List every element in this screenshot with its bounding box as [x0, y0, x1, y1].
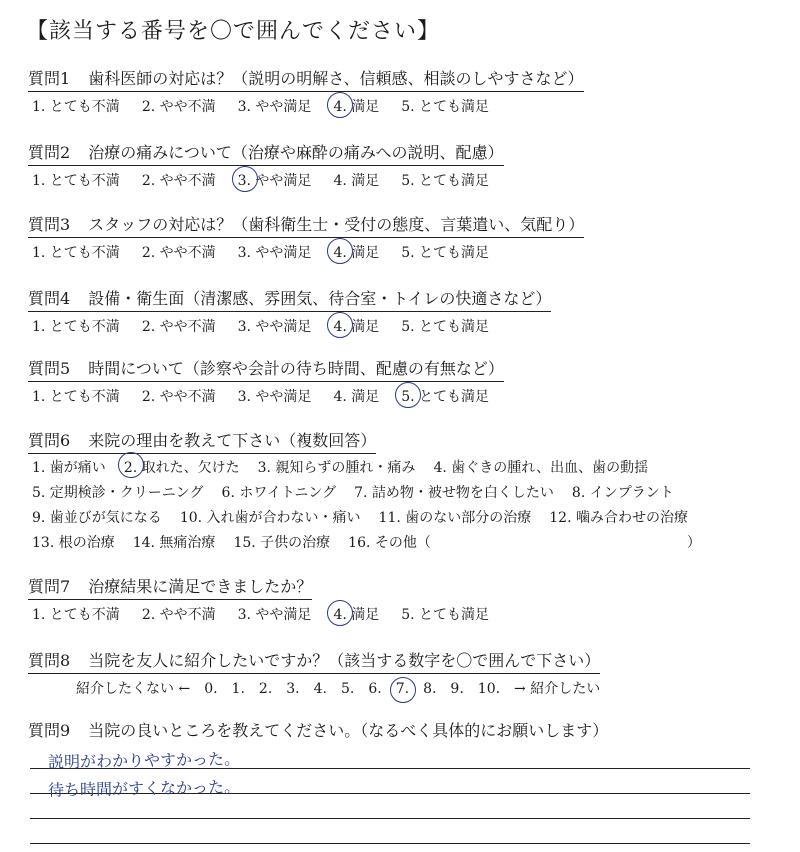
option-3[interactable] [238, 170, 312, 190]
option-1[interactable]: 1. とても不満 [32, 99, 120, 115]
reason-row-4 [32, 531, 719, 556]
question-3-number: 質問3 [28, 215, 71, 234]
reason-12[interactable]: 12. 噛み合わせの治療 [549, 510, 688, 526]
option-4-label: 4. 満足 [333, 245, 380, 261]
option-3[interactable]: 3. やや満足 [237, 319, 312, 335]
option-3[interactable]: 3. やや満足 [237, 245, 312, 261]
reason-13[interactable]: 13. 根の治療 [32, 535, 115, 551]
question-7-text: 治療結果に満足できましたか？ [88, 577, 313, 596]
question-9-text: 当院の良いところを教えてください。（なるべく具体的にお願いします） [88, 721, 609, 740]
option-4-label: 4. 満足 [333, 99, 380, 115]
reason-row-1 [32, 456, 719, 481]
scale-4[interactable]: 4. [313, 681, 327, 697]
question-7 [28, 574, 511, 624]
reason-2[interactable] [124, 456, 240, 481]
question-3-options [32, 242, 584, 262]
option-5[interactable] [401, 386, 489, 406]
option-5[interactable]: 5. とても満足 [401, 319, 490, 335]
reason-10[interactable]: 10. 入れ歯が合わない・痛い [179, 510, 361, 526]
question-4-number: 質問4 [28, 289, 71, 308]
option-3[interactable]: 3. やや満足 [237, 99, 312, 115]
question-8-text: 当院を友人に紹介したいですか？（該当する数字を〇で囲んで下さい） [88, 651, 601, 670]
option-4-label: 4. 満足 [333, 607, 380, 623]
question-5-number: 質問5 [28, 359, 71, 378]
recommend-scale [76, 678, 614, 698]
reason-2-label: 2. 取れた、欠けた [123, 460, 240, 476]
question-9 [28, 718, 608, 741]
option-4[interactable] [333, 316, 379, 336]
question-1-options [32, 96, 584, 116]
scale-9[interactable]: 9. [450, 681, 464, 697]
question-8 [28, 648, 614, 698]
answer-line [30, 819, 750, 844]
question-5 [28, 356, 511, 406]
question-7-options [32, 604, 511, 624]
option-4[interactable] [333, 96, 379, 116]
reason-16-label: 16. その他（ [348, 535, 431, 551]
option-2[interactable]: 2. やや不満 [141, 245, 216, 261]
option-5[interactable]: 5. とても満足 [401, 173, 490, 189]
question-4-text: 設備・衛生面（清潔感、雰囲気、待合室・トイレの快適さなど） [88, 289, 552, 308]
question-5-options [32, 386, 511, 406]
option-5[interactable]: 5. とても満足 [401, 99, 490, 115]
scale-10[interactable]: 10. [477, 681, 501, 697]
question-6 [28, 428, 719, 556]
question-2-text: 治療の痛みについて（治療や麻酔の痛みへの説明、配慮） [88, 143, 504, 162]
question-5-text: 時間について（診察や会計の待ち時間、配慮の有無など） [88, 359, 504, 378]
option-2[interactable]: 2. やや不満 [141, 319, 216, 335]
question-4-heading [28, 286, 551, 312]
scale-0[interactable]: 0. [204, 681, 218, 697]
option-4[interactable] [333, 242, 379, 262]
reason-14[interactable]: 14. 無痛治療 [132, 535, 216, 551]
option-4-label: 4. 満足 [333, 319, 380, 335]
question-9-number: 質問9 [28, 721, 71, 740]
scale-6[interactable]: 6. [368, 681, 382, 697]
option-5-label: 5. とても満足 [401, 389, 490, 405]
option-4[interactable]: 4. 満足 [333, 389, 380, 405]
handwritten-answer-1: 説明がわかりやすかった。 [47, 749, 241, 772]
question-1-text: 歯科医師の対応は？（説明の明解さ、信頼感、相談のしやすさなど） [88, 69, 584, 88]
scale-8[interactable]: 8. [423, 681, 437, 697]
reason-row-3 [32, 506, 719, 531]
option-2[interactable]: 2. やや不満 [141, 173, 216, 189]
option-1[interactable]: 1. とても不満 [32, 607, 120, 623]
option-3[interactable]: 3. やや満足 [237, 607, 312, 623]
option-3-label: 3. やや満足 [237, 173, 312, 189]
question-4 [28, 286, 551, 336]
reason-15[interactable]: 15. 子供の治療 [233, 535, 331, 551]
reason-3[interactable]: 3. 親知らずの腫れ・痛み [257, 460, 416, 476]
reason-6[interactable]: 6. ホワイトニング [221, 485, 337, 501]
scale-2[interactable]: 2. [258, 681, 273, 697]
reason-9[interactable]: 9. 歯並びが気になる [32, 510, 162, 526]
other-close-paren: ） [686, 535, 701, 551]
reason-1[interactable]: 1. 歯が痛い [32, 460, 106, 476]
scale-3[interactable]: 3. [286, 681, 300, 697]
option-4[interactable] [333, 604, 379, 624]
option-2[interactable]: 2. やや不満 [141, 99, 216, 115]
question-6-heading [28, 428, 376, 454]
question-6-text: 来院の理由を教えて下さい（複数回答） [88, 431, 377, 450]
question-8-number: 質問8 [28, 651, 71, 670]
option-5[interactable]: 5. とても満足 [401, 245, 490, 261]
reason-8[interactable]: 8. インプラント [571, 485, 674, 501]
question-1-number: 質問1 [28, 69, 71, 88]
reason-16[interactable] [348, 531, 701, 556]
question-2-number: 質問2 [28, 143, 71, 162]
option-1[interactable]: 1. とても不満 [32, 245, 120, 261]
question-3-text: スタッフの対応は？（歯科衛生士・受付の態度、言葉遣い、気配り） [88, 215, 585, 234]
question-1-heading [28, 66, 584, 92]
question-3-heading [28, 212, 584, 238]
handwritten-answer-2: 待ち時間がすくなかった。 [47, 777, 241, 800]
option-1[interactable]: 1. とても不満 [32, 389, 120, 405]
reason-7[interactable]: 7. 詰め物・被せ物を白くしたい [354, 485, 554, 501]
selection-circle [118, 452, 144, 478]
question-4-options [32, 316, 551, 336]
question-7-heading [28, 574, 312, 600]
selection-circle [232, 166, 258, 192]
scale-5[interactable]: 5. [340, 681, 355, 697]
question-7-number: 質問7 [28, 577, 71, 596]
reason-row-2 [32, 481, 719, 506]
question-2 [28, 140, 511, 190]
question-3 [28, 212, 584, 262]
reason-4[interactable]: 4. 歯ぐきの腫れ、出血、歯の動揺 [433, 460, 649, 476]
scale-right-label: → 紹介したい [514, 681, 601, 697]
option-3[interactable]: 3. やや満足 [237, 389, 312, 405]
scale-7[interactable] [396, 681, 409, 697]
page-title: 【該当する番号を〇で囲んでください】 [26, 19, 441, 44]
option-2[interactable]: 2. やや不満 [141, 607, 216, 623]
question-2-heading [28, 140, 504, 166]
option-2[interactable]: 2. やや不満 [141, 389, 216, 405]
question-8-heading [28, 648, 600, 674]
option-4[interactable]: 4. 満足 [333, 173, 380, 189]
reason-5[interactable]: 5. 定期検診・クリーニング [32, 485, 204, 501]
question-2-options [32, 170, 511, 190]
scale-1[interactable]: 1. [231, 681, 245, 697]
question-1 [28, 66, 584, 116]
question-6-options [32, 456, 719, 556]
scale-left-label: 紹介したくない ← [76, 681, 191, 697]
selection-circle [390, 677, 416, 703]
option-5[interactable]: 5. とても満足 [401, 607, 490, 623]
question-5-heading [28, 356, 504, 382]
option-1[interactable]: 1. とても不満 [32, 173, 120, 189]
option-1[interactable]: 1. とても不満 [32, 319, 120, 335]
scale-7-label: 7. [395, 681, 410, 697]
question-9-heading [28, 718, 608, 741]
question-6-number: 質問6 [28, 431, 71, 450]
reason-11[interactable]: 11. 歯のない部分の治療 [378, 510, 532, 526]
